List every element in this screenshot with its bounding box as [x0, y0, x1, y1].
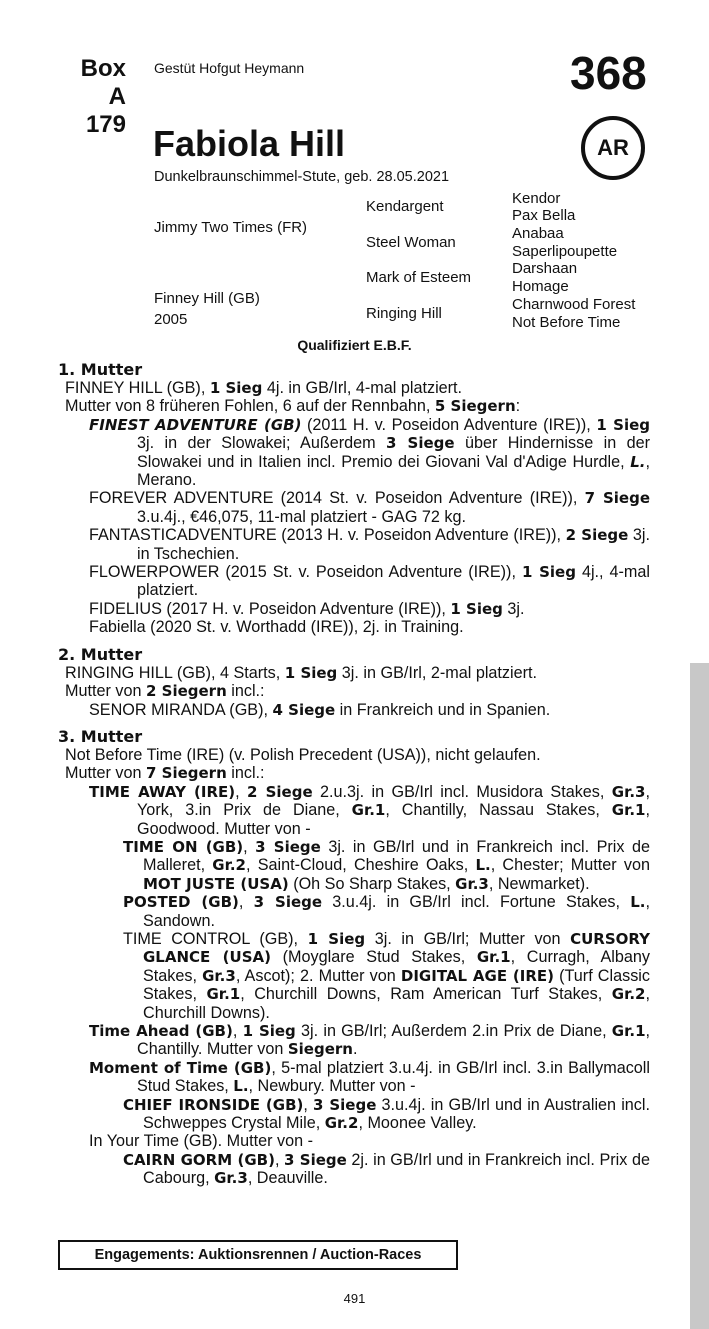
section-third-dam — [58, 727, 650, 1188]
ar-badge: AR — [581, 116, 645, 180]
produce-entry: SENOR MIRANDA (GB), 4 Siege in Frankreich und in Spanien. — [89, 700, 551, 719]
pedigree-gen3: Kendor — [512, 190, 561, 207]
horse-description: Dunkelbraunschimmel-Stute, geb. 28.05.2021 — [154, 169, 450, 185]
pedigree-dam: Finney Hill (GB) — [154, 290, 260, 307]
scrollbar[interactable] — [690, 663, 709, 1329]
pedigree-gen3: Anabaa — [512, 225, 564, 242]
produce-entry: FOREVER ADVENTURE (2014 St. v. Poseidon Adventure (IRE)), 7 Siege 3.u.4j., €46,075, 11-mal platziert - GAG 72 kg. — [89, 489, 650, 526]
section-title: 1. Mutter — [58, 360, 143, 379]
dam-line: FINNEY HILL (GB), 1 Sieg 4j. in GB/Irl, 4-mal platziert. — [65, 379, 463, 397]
breeder: Gestüt Hofgut Heymann — [154, 60, 305, 76]
pedigree-gen2: Steel Woman — [366, 234, 456, 251]
pedigree-gen3: Darshaan — [512, 260, 578, 277]
engagements-box: Engagements: Auktionsrennen / Auction-Races — [58, 1240, 458, 1270]
box-number — [78, 55, 126, 139]
horse-name: Fabiola Hill — [153, 123, 346, 164]
produce-summary: Mutter von 2 Siegern incl.: — [65, 682, 265, 701]
pedigree-gen3: Pax Bella — [512, 207, 576, 224]
pedigree-gen2: Kendargent — [366, 198, 444, 215]
section-title: 3. Mutter — [58, 726, 143, 746]
qualification: Qualifiziert E.B.F. — [297, 337, 412, 353]
produce-entry: Fabiella (2020 St. v. Worthadd (IRE)), 2j. in Training. — [89, 618, 464, 637]
produce-entry: CAIRN GORM (GB), 3 Siege 2j. in GB/Irl und in Frankreich incl. Prix de Cabourg, Gr.3, Deauville. — [123, 1150, 650, 1188]
box-id: A 179 — [85, 83, 126, 138]
pedigree-gen3: Charnwood Forest — [512, 296, 636, 313]
produce-entry: FINEST ADVENTURE (GB) (2011 H. v. Poseidon Adventure (IRE)), 1 Sieg 3j. in der Slowakei; Außerdem 3 Siege über Hindernisse in der Slowakei und in Italien incl. Premio dei Giovani Val d'Adige Hurdle, L., Merano. — [89, 415, 651, 490]
produce-entry: FANTASTICADVENTURE (2013 H. v. Poseidon Adventure (IRE)), 2 Siege 3j. in Tschechien. — [89, 526, 650, 563]
pedigree-gen3: Not Before Time — [512, 314, 621, 331]
produce-entry: TIME CONTROL (GB), 1 Sieg 3j. in GB/Irl; Mutter von CURSORY GLANCE (USA) (Moyglare Stud Stakes, Gr.1, Curragh, Albany Stakes, Gr.3, Ascot); 2. Mutter von DIGITAL AGE (IRE) (Turf Classic Stakes, Gr.1, Churchill Downs, Ram American Turf Stakes, Gr.2, Churchill Downs). — [123, 929, 650, 1022]
produce-entry: FIDELIUS (2017 H. v. Poseidon Adventure (IRE)), 1 Sieg 3j. — [89, 599, 525, 618]
produce-summary: Mutter von 7 Siegern incl.: — [65, 764, 265, 783]
section-title: 2. Mutter — [58, 644, 143, 664]
box-label: Box — [80, 55, 126, 82]
produce-entry: In Your Time (GB). Mutter von - — [89, 1132, 314, 1151]
pedigree-dam-year: 2005 — [154, 311, 188, 328]
dam-line: RINGING HILL (GB), 4 Starts, 1 Sieg 3j. in GB/Irl, 2-mal platziert. — [65, 663, 538, 682]
page-number: 491 — [343, 1291, 366, 1306]
produce-entry: TIME ON (GB), 3 Siege 3j. in GB/Irl und in Frankreich incl. Prix de Malleret, Gr.2, Saint-Cloud, Cheshire Oaks, L., Chester; Mutter von MOT JUSTE (USA) (Oh So Sharp Stakes, Gr.3, Newmarket). — [123, 837, 650, 893]
produce-entry: TIME AWAY (IRE), 2 Siege 2.u.3j. in GB/Irl incl. Musidora Stakes, Gr.3, York, 3.in Prix de Diane, Gr.1, Chantilly, Nassau Stakes, Gr.1, Goodwood. Mutter von - — [89, 782, 650, 838]
produce-entry: Time Ahead (GB), 1 Sieg 3j. in GB/Irl; Außerdem 2.in Prix de Diane, Gr.1, Chantilly. Mutter von Siegern. — [89, 1022, 651, 1059]
dam-lines — [58, 360, 650, 1188]
produce-entry: Moment of Time (GB), 5-mal platziert 3.u.4j. in GB/Irl incl. 3.in Ballymacoll Stud Stakes, L., Newbury. Mutter von - — [89, 1058, 650, 1096]
pedigree-sire: Jimmy Two Times (FR) — [154, 219, 308, 236]
produce-entry: CHIEF IRONSIDE (GB), 3 Siege 3.u.4j. in GB/Irl und in Australien incl. Schweppes Crystal Mile, Gr.2, Moonee Valley. — [123, 1095, 650, 1133]
produce-summary: Mutter von 8 früheren Fohlen, 6 auf der Rennbahn, 5 Siegern: — [65, 397, 521, 416]
dam-line: Not Before Time (IRE) (v. Polish Precedent (USA)), nicht gelaufen. — [65, 745, 541, 764]
pedigree-gen2: Ringing Hill — [366, 305, 442, 322]
pedigree-gen3: Homage — [512, 278, 569, 295]
produce-entry: POSTED (GB), 3 Siege 3.u.4j. in GB/Irl incl. Fortune Stakes, L., Sandown. — [123, 893, 651, 930]
section-first-dam — [58, 360, 650, 637]
produce-entry: FLOWERPOWER (2015 St. v. Poseidon Adventure (IRE)), 1 Sieg 4j., 4-mal platziert. — [89, 563, 650, 600]
pedigree-gen2: Mark of Esteem — [366, 269, 472, 286]
lot-number: 368 — [570, 47, 647, 99]
section-second-dam — [58, 645, 650, 719]
pedigree-gen3: Saperlipoupette — [512, 243, 618, 260]
